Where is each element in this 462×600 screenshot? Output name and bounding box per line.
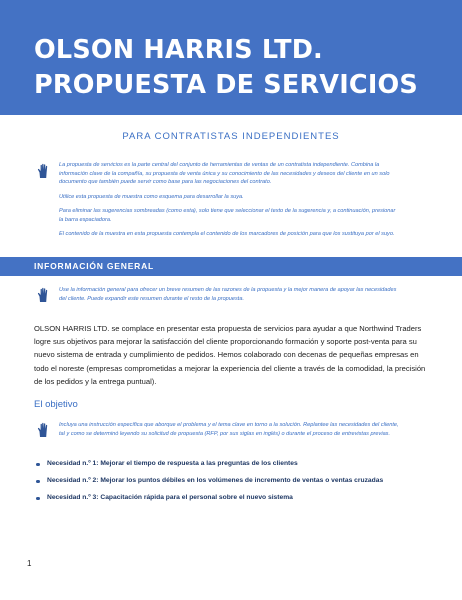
intro-tip-3: Para eliminar las sugerencias sombreadas (como esta), solo tiene que seleccionar el texto de la sugerencia y, a continuación, presionar la barra espaciadora.: [59, 208, 396, 223]
section-body-text: OLSON HARRIS LTD. se complace en presentar esta propuesta de servicios para ayudar a que Northwind Traders logre sus objetivos para mejorar la satisfacción del cliente proporcionando formación y soporte post-venta para su nuevo sistema de entrada y cumplimiento de pedidos. Hemos colaborado con decenas de pequeñas empresas en todo el noreste (empresas comprometidas a mejorar la experiencia del cliente a través de la comodidad, la precisión de los pedidos y la entrega puntual).: [34, 324, 426, 386]
list-item: [34, 458, 383, 475]
need-label: Necesidad n.º 3: Capacitación rápida para el personal sobre el nuevo sistema: [47, 494, 293, 501]
section-header-bar: [0, 257, 462, 276]
list-item: [34, 475, 383, 492]
bullet-icon: [36, 463, 40, 467]
bullet-icon: [36, 497, 40, 501]
hand-icon: [37, 287, 51, 303]
title-line-2: PROPUESTA DE SERVICIOS: [34, 70, 418, 100]
bullet-icon: [36, 480, 40, 484]
hand-icon: [37, 422, 51, 438]
intro-tip-1: La propuesta de servicios es la parte central del conjunto de herramientas de ventas de un contratista independiente. Combina la información clave de la compañía, su propuesta de venta única y su conocimiento de las necesidades y deseos del cliente en un solo documento que también puede servir como base para las negociaciones del contrato.: [59, 162, 390, 186]
objective-heading: El objetivo: [34, 399, 78, 410]
need-label: Necesidad n.º 2: Mejorar los puntos débiles en los volúmenes de incremento de ventas o ventas cruzadas: [47, 477, 384, 484]
page-number: 1: [27, 559, 32, 568]
section-title: INFORMACIÓN GENERAL: [34, 261, 155, 271]
intro-tip-4: El contenido de la muestra en esta propuesta contempla el contenido de los marcadores de posición para que los sustituya por el suyo.: [59, 231, 395, 237]
document-title: [34, 33, 418, 103]
needs-list: [34, 458, 383, 509]
hand-icon: [37, 163, 51, 179]
document-subtitle: PARA CONTRATISTAS INDEPENDIENTES: [122, 131, 340, 142]
objective-tip: Incluya una instrucción específica que aborque el problema y el tema clave en torno a la solución. Replantee las necesidades del cliente, tal y como se determinó leyendo su solicitud de propuesta (RFP, por sus siglas en inglés) o durante el proceso de entrevistas previas.: [59, 422, 399, 437]
list-item: [34, 492, 383, 509]
intro-tip-2: Utilice esta propuesta de muestra como esquema para desarrollar la suya.: [59, 194, 244, 200]
section-tip: Use la información general para ofrecer un breve resumen de las razones de la propuesta y la mejor manera de apoyar las necesidades del cliente. Puede expandir este resumen durante el resto de la propuesta.: [59, 287, 397, 302]
need-label: Necesidad n.º 1: Mejorar el tiempo de respuesta a las preguntas de los clientes: [47, 460, 298, 467]
title-banner: [0, 0, 462, 115]
title-line-1: OLSON HARRIS LTD.: [34, 35, 323, 65]
